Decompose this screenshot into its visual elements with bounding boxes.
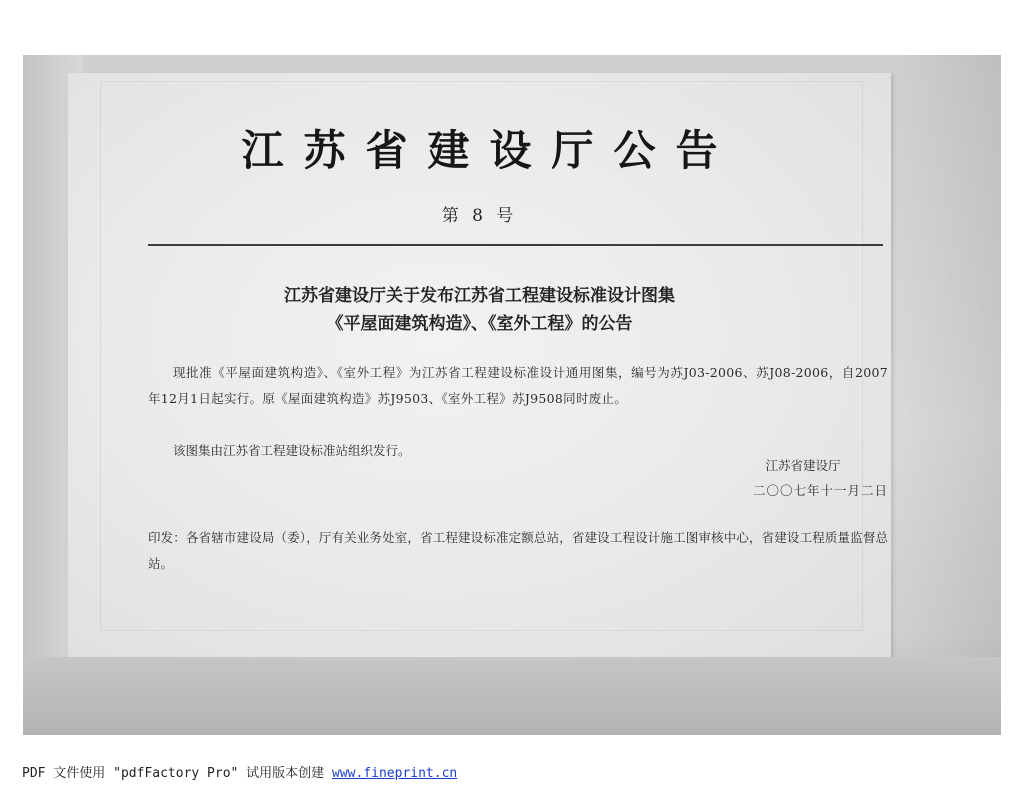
- notice-paragraph-1: 现批准《平屋面建筑构造》、《室外工程》为江苏省工程建设标准设计通用图集，编号为苏J03-2006、苏J08-2006，自2007年12月1日起实行。原《屋面建筑构造》苏J9503、《室外工程》苏J9508同时废止。: [148, 365, 888, 406]
- footer-text: PDF 文件使用 "pdfFactory Pro" 试用版本创建: [22, 766, 333, 781]
- issuer-signature: 江苏省建设厅: [765, 458, 841, 473]
- scan-bottom-edge: [23, 657, 1001, 735]
- scanned-page-image: [23, 55, 1001, 735]
- issue-date: 二〇〇七年十一月二日: [752, 483, 888, 498]
- page-curl-shadow: [891, 55, 1001, 735]
- pdf-footer: [22, 762, 457, 781]
- notice-heading-line1: 江苏省建设厅关于发布江苏省工程建设标准设计图集: [284, 286, 675, 306]
- notice-heading-line2: 《平屋面建筑构造》、《室外工程》的公告: [326, 314, 633, 334]
- notice-paper: [68, 73, 891, 661]
- title-divider: [148, 244, 883, 246]
- fineprint-link[interactable]: www.fineprint.cn: [332, 766, 458, 781]
- issue-number: 第 8 号: [441, 206, 518, 226]
- distribution-list: 印发：各省辖市建设局（委），厅有关业务处室，省工程建设标准定额总站，省建设工程设计施工图审核中心，省建设工程质量监督总站。: [148, 530, 888, 571]
- notice-paragraph-2: 该图集由江苏省工程建设标准站组织发行。: [173, 443, 411, 458]
- notice-title: 江苏省建设厅公告: [241, 126, 738, 175]
